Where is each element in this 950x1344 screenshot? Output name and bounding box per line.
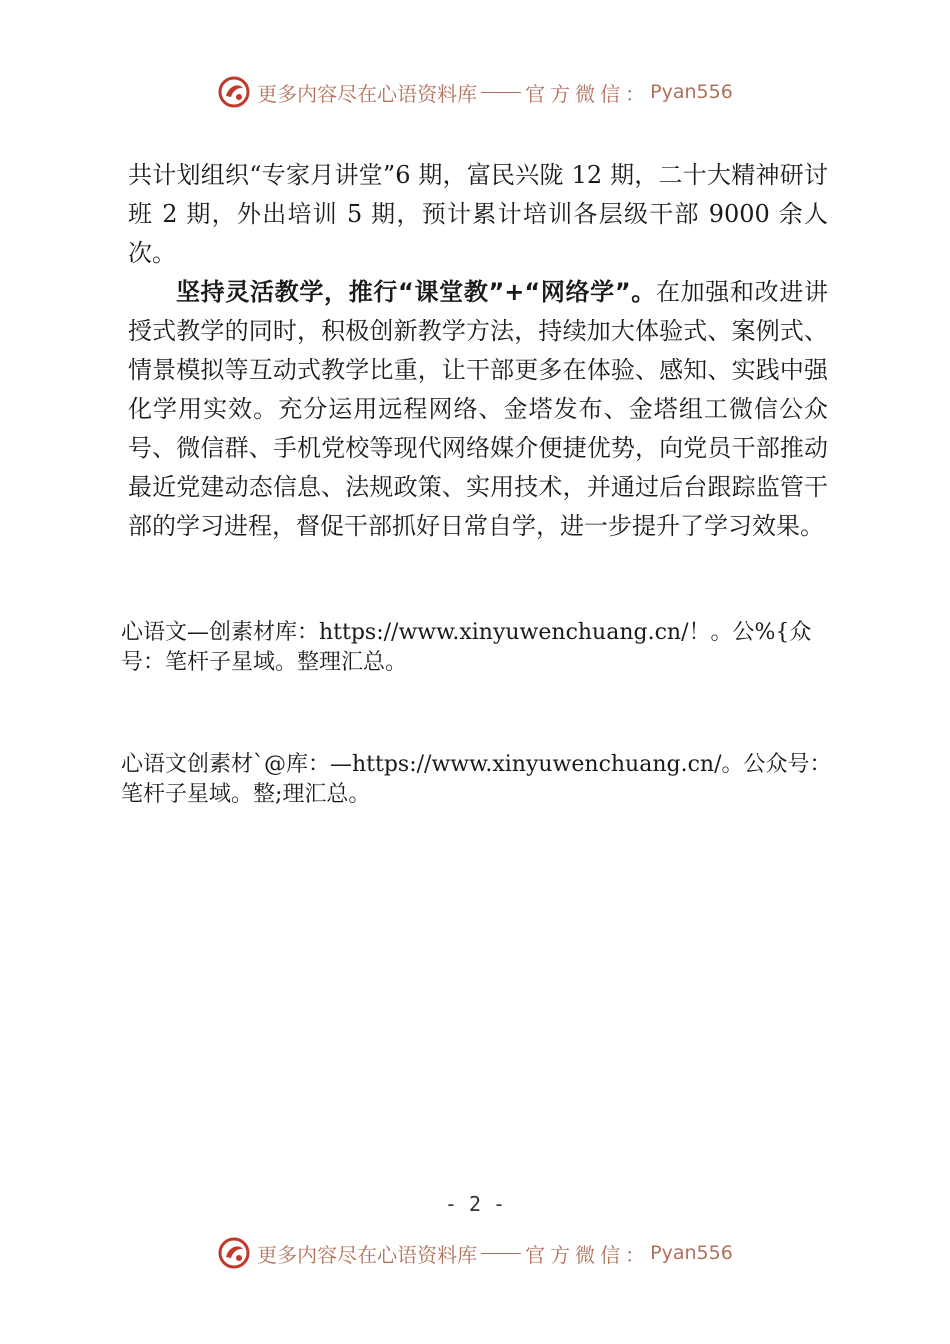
red-circle-logo-icon (217, 1236, 251, 1270)
page-number: - 2 - (444, 1192, 506, 1216)
paragraph-2-text: 在加强和改进讲授式教学的同时，积极创新教学方法，持续加大体验式、案例式、情景模拟等互动式教学比重，让干部更多在体验、感知、实践中强化学用实效。充分运用远程网络、金塔发布、金塔组工微信公众号、微信群、手机党校等现代网络媒介便捷优势，向党员干部推动最近党建动态信息、法规政策、实用技术，并通过后台跟踪监管干部的学习进程，督促干部抓好日常自学，进一步提升了学习效果。 (128, 278, 828, 540)
banner-separator (481, 1253, 521, 1254)
document-body (128, 156, 828, 546)
paragraph-2 (128, 273, 828, 546)
banner-main-text: 更多内容尽在心语资料库 (257, 81, 478, 106)
red-circle-logo-icon (217, 75, 251, 109)
paragraph-2-heading: 坚持灵活教学，推行“课堂教”+“网络学”。 (176, 278, 656, 306)
source-note-1: 心语文—创素材库：https://www.xinyuwenchuang.cn/！。公%{众号：笔杆子星域。整理汇总。 (121, 620, 812, 675)
footer-banner (0, 1231, 950, 1275)
paragraph-1: 共计划组织“专家月讲堂”6 期，富民兴陇 12 期，二十大精神研讨班 2 期，外出培训 5 期，预计累计培训各层级干部 9000 余人次。 (128, 161, 828, 267)
banner-official-text: 官方微信： (525, 81, 651, 106)
banner-wechat-id: Pyan556 (650, 81, 733, 103)
banner-main-text: 更多内容尽在心语资料库 (257, 1242, 478, 1267)
header-banner (0, 70, 950, 114)
banner-wechat-id: Pyan556 (650, 1242, 733, 1264)
source-note-2: 心语文创素材`@库：—https://www.xinyuwenchuang.cn/。公众号：笔杆子星域。整;理汇总。 (121, 752, 832, 807)
banner-separator (481, 92, 521, 93)
banner-official-text: 官方微信： (525, 1242, 651, 1267)
